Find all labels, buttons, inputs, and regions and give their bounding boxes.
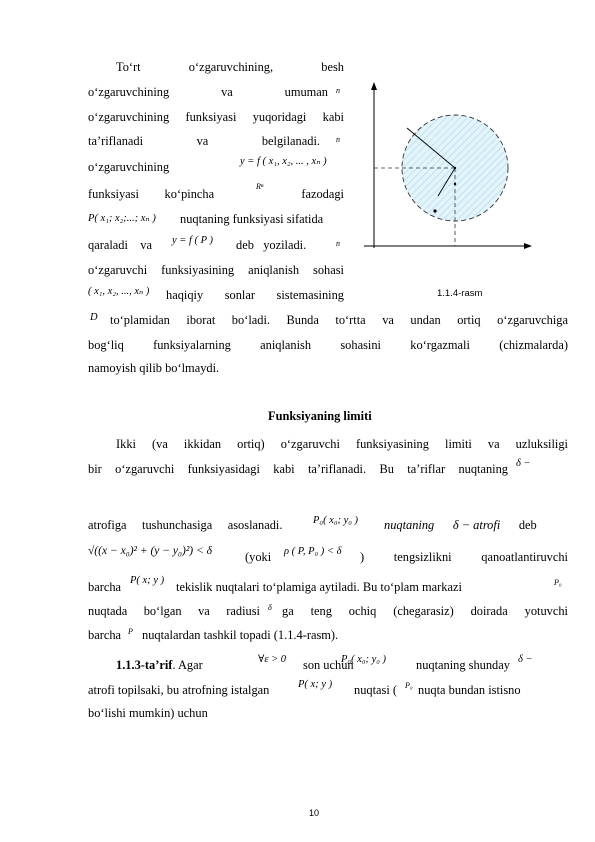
point-P0: P₀ [405,681,413,690]
p1-line-3: o‘zgaruvchining funksiyasi yuqoridagi kabi [88,110,344,124]
p1-line-11: to‘plamidan iborat bo‘ladi. Bunda to‘rtta va undan ortiq o‘zgaruvchiga [110,313,568,327]
var-n: n [336,135,340,144]
figure-svg [356,80,534,304]
point-P: P [128,627,133,636]
p2-line-7a: barcha [88,628,122,642]
p1-line-5: o‘zgaruvchining [88,160,170,174]
p1-line-4: ta’riflanadi va belgilanadi. [88,134,320,148]
section-heading: Funksiyaning limiti [268,409,372,423]
def-line-2c: nuqta bundan istisno [418,683,521,697]
formula-P0-x0-y0: P₀( x₀; y₀ ) [313,515,359,526]
p1-line-8a: qaraladi va [88,238,152,252]
formula-forall-eps: ∀ε > 0 [258,654,287,665]
formula-P-x-y: P( x; y ) [130,575,165,586]
p2-line-1: Ikki (va ikkidan ortiq) o‘zgaruvchi funksiyasining limiti va uzluksiligi [116,437,568,451]
space-Rn: Rⁿ [256,182,264,191]
p1-line-6: funksiyasi ko‘pincha fazodagi [88,187,344,201]
p2-line-7b: nuqtalardan tashkil topadi (1.1.4-rasm). [142,628,339,642]
formula-y-f-P: y = f ( P ) [172,235,214,246]
point-P0: P₀ [554,578,562,587]
figure-neighborhood [356,80,534,304]
var-n: n [336,239,340,248]
p2-line-6b: ga teng ochiq (chegarasiz) doirada yotuvchi [282,604,568,618]
point-marker [454,183,456,185]
def-line-2b: nuqtasi ( [354,683,398,697]
p1-line-7: nuqtaning funksiyasi sifatida [180,212,324,226]
page-number: 10 [309,808,320,818]
figure-caption: 1.1.4-rasm [437,288,483,299]
def-line-1a: 1.1.3-ta’rif. Agar [116,658,203,672]
formula-rho: ρ ( P, P₀ ) < δ [284,546,342,557]
p2-line-5a: barcha [88,580,122,594]
p1-line-10: haqiqiy sonlar sistemasining [166,288,344,302]
p1-line-9: o‘zgaruvchi funksiyasining aniqlanish sohasi [88,263,344,277]
formula-x1-xn: ( x₁, x₂, ..., xₙ ) [88,286,150,297]
x-axis-arrow [524,243,532,249]
p2-yoki: (yoki [245,550,272,564]
radius-delta: δ [268,603,272,612]
p2-line-3b: nuqtaning δ − atrofi deb [384,518,537,532]
p1-line-12: bog‘liq funksiyalarning aniqlanish sohasini ko‘rgazmali (chizmalarda) [88,338,568,352]
var-n: n [336,86,340,95]
formula-y-f-x: y = f ( x₁, x₂, ... , xₙ ) [240,156,327,167]
def-line-1c: nuqtaning shunday [416,658,510,672]
delta-sym: δ − [516,458,531,469]
p1-line-2: o‘zgaruvchining va umuman [88,85,328,99]
formula-P-x1-xn: P( x₁; x₂;...; xₙ ) [88,213,156,224]
p2-line-5b: tekislik nuqtalari to‘plamiga aytiladi. Bu to‘plam markazi [176,580,462,594]
p2-line-4: ) tengsizlikni qanoatlantiruvchi [360,550,568,564]
formula-P0: P₀( x₀; y₀ ) [341,654,387,665]
center-point [454,167,456,169]
delta-sym: δ − [518,654,533,665]
p2-line-2: bir o‘zgaruvchi funksiyasidagi kabi ta’riflanadi. Bu ta’riflar nuqtaning [88,462,508,476]
p1-line-13: namoyish qilib bo‘lmaydi. [88,361,220,375]
def-line-2a: atrofi topilsaki, bu atrofning istalgan [88,683,270,697]
formula-P-x-y: P( x; y ) [298,679,333,690]
p2-line-3a: atrofiga tushunchasiga asoslanadi. [88,518,283,532]
formula-distance: √((x − x₀)² + (y − y₀)²) < δ [88,545,212,557]
def-line-3: bo‘lishi mumkin) uchun [88,706,208,720]
def-line-1b: son uchun [303,658,354,672]
p1-line-8b: deb yoziladi. [236,238,307,252]
point-P [433,209,436,212]
y-axis-arrow [371,82,377,90]
p2-line-6a: nuqtada bo‘lgan va radiusi [88,604,260,618]
set-D: D [90,312,98,323]
p1-line-1: To‘rt o‘zgaruvchining, besh [116,60,344,74]
